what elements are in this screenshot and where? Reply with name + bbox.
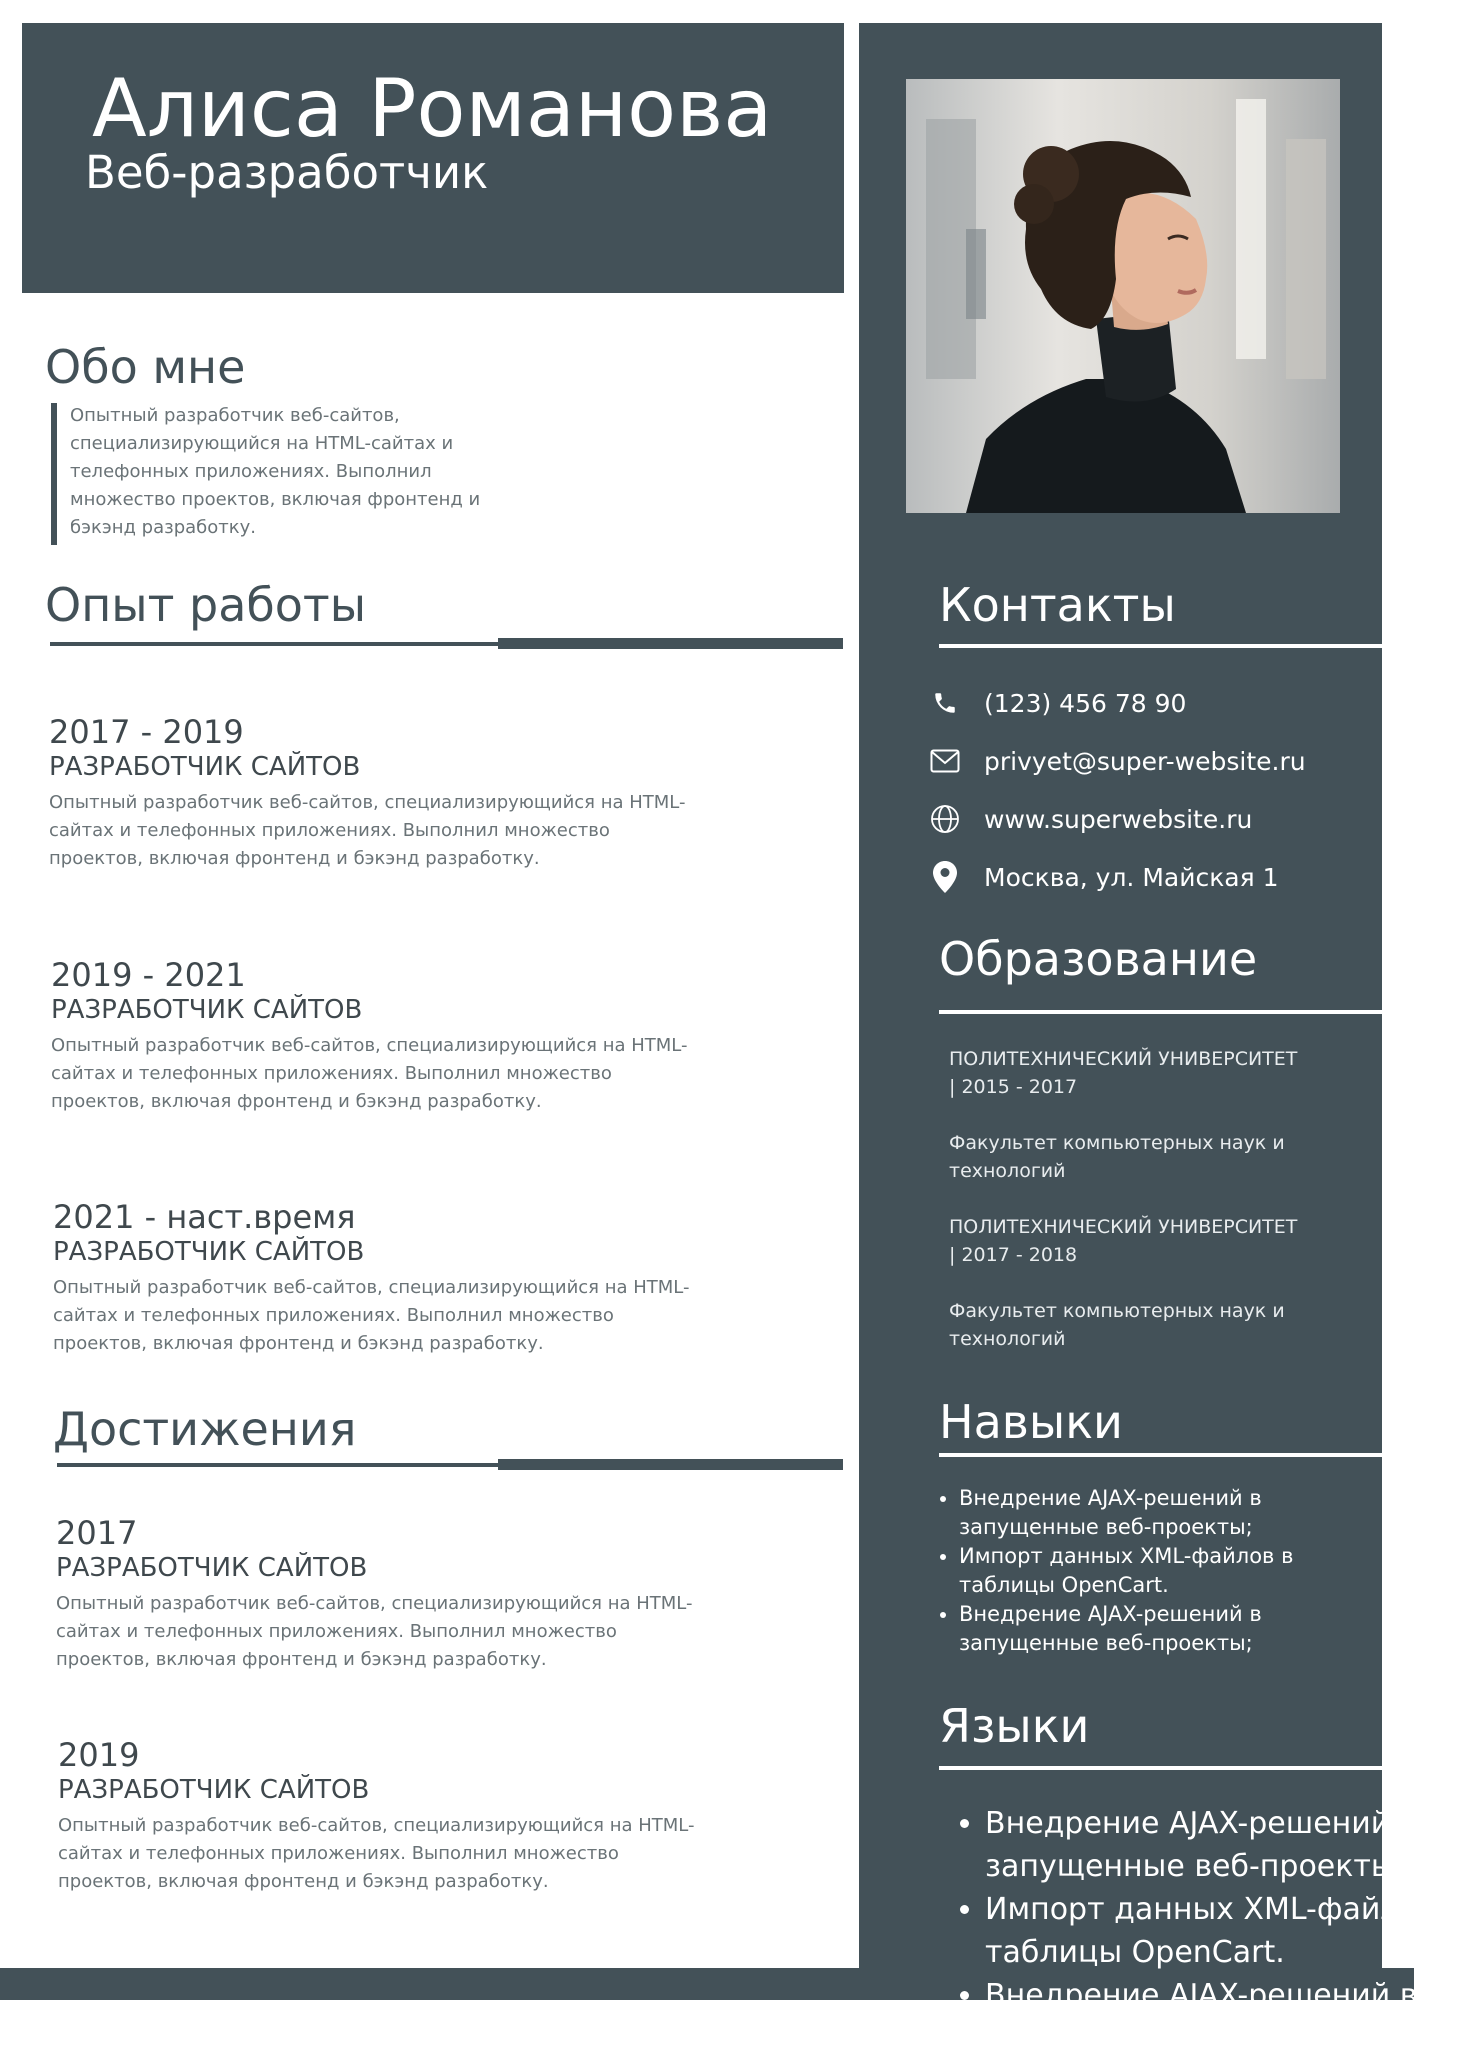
education-title: Образование [939,932,1258,986]
language-item: • Внедрение AJAX-решений в запущенные веб-проекты; [985,1802,1465,1888]
experience-description: Опытный разработчик веб-сайтов, специализирующийся на HTML-сайтах и телефонных приложениях. Выполнил множество проектов, включая фронтенд и бэкэнд разработку. [49,792,686,869]
achievements-title: Достижения [53,1402,357,1456]
skills-title: Навыки [939,1395,1123,1449]
contact-email-text[interactable]: privyet@super-website.ru [984,746,1306,776]
education-faculty: Факультет компьютерных наук и технологий [949,1300,1285,1350]
achievement-position: РАЗРАБОТЧИК САЙТОВ [56,1553,368,1583]
contacts-title: Контакты [939,578,1176,632]
achievement-description: Опытный разработчик веб-сайтов, специализирующийся на HTML-сайтах и телефонных приложениях. Выполнил множество проектов, включая фронтенд и бэкэнд разработку. [58,1815,695,1892]
contact-address-text: Москва, ул. Майская 1 [984,862,1279,892]
contact-phone-text: (123) 456 78 90 [984,688,1187,718]
experience-period: 2019 - 2021 [51,956,246,994]
achievement-position: РАЗРАБОТЧИК САЙТОВ [58,1775,370,1805]
education-faculty: Факультет компьютерных наук и технологий [949,1132,1285,1182]
experience-description: Опытный разработчик веб-сайтов, специализирующийся на HTML-сайтах и телефонных приложениях. Выполнил множество проектов, включая фронтенд и бэкэнд разработку. [51,1035,688,1112]
experience-position: РАЗРАБОТЧИК САЙТОВ [51,995,363,1025]
achievement-year: 2017 [56,1514,138,1552]
skill-item: • Внедрение AJAX-решений в запущенные веб-проекты; [959,1600,1359,1658]
language-item: • Внедрение AJAX-решений в запущенные веб-проекты; [985,1974,1465,2060]
experience-description: Опытный разработчик веб-сайтов, специализирующийся на HTML-сайтах и телефонных приложениях. Выполнил множество проектов, включая фронтенд и бэкэнд разработку. [53,1277,690,1354]
achievement-year: 2019 [58,1736,140,1774]
skill-item: • Внедрение AJAX-решений в запущенные веб-проекты; [959,1484,1359,1542]
about-title: Обо мне [45,340,246,394]
candidate-name: Алиса Романова [92,62,773,155]
contact-website-text[interactable]: www.superwebsite.ru [984,804,1253,834]
experience-period: 2021 - наст.время [53,1198,356,1236]
languages-list [959,1802,1465,2060]
candidate-role: Веб-разработчик [85,146,489,199]
languages-title: Языки [939,1699,1090,1753]
experience-position: РАЗРАБОТЧИК САЙТОВ [53,1237,365,1267]
achievement-description: Опытный разработчик веб-сайтов, специализирующийся на HTML-сайтах и телефонных приложениях. Выполнил множество проектов, включая фронтенд и бэкэнд разработку. [56,1593,693,1670]
experience-period: 2017 - 2019 [49,713,244,751]
education-school: ПОЛИТЕХНИЧЕСКИЙ УНИВЕРСИТЕТ | 2017 - 2018 [949,1216,1298,1266]
experience-title: Опыт работы [45,578,367,632]
education-school: ПОЛИТЕХНИЧЕСКИЙ УНИВЕРСИТЕТ | 2015 - 2017 [949,1048,1298,1098]
skill-item: • Импорт данных XML-файлов в таблицы OpenCart. [959,1542,1359,1600]
about-text: Опытный разработчик веб-сайтов, специализирующийся на HTML-сайтах и телефонных приложениях. Выполнил множество проектов, включая фронтенд и бэкэнд разработку. [70,405,481,538]
language-item: • Импорт данных XML-файлов в таблицы OpenCart. [985,1888,1465,1974]
experience-position: РАЗРАБОТЧИК САЙТОВ [49,752,361,782]
